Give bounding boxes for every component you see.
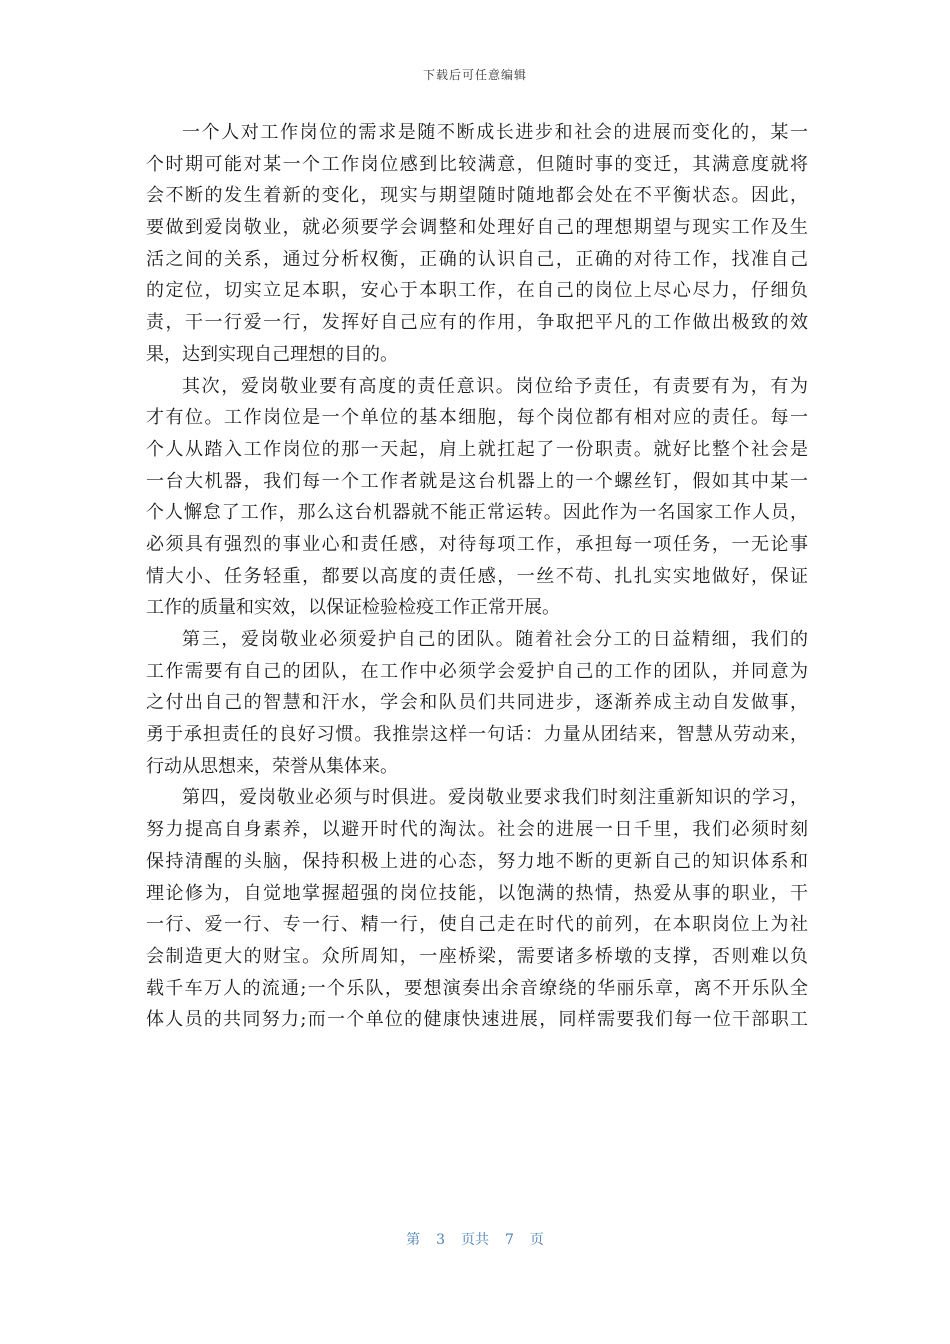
text-line: 果，达到实现自己理想的目的。 <box>146 343 398 365</box>
text-line: 勇于承担责任的良好习惯。我推崇这样一句话：力量从团结来，智慧从劳动来， <box>146 724 808 746</box>
text-line: 会不断的发生着新的变化，现实与期望随时随地都会处在不平衡状态。因此， <box>146 185 808 207</box>
paragraph <box>146 782 808 1036</box>
document-body <box>146 117 808 1036</box>
text-line: 会制造更大的财宝。众所周知，一座桥梁，需要诸多桥墩的支撑，否则难以负 <box>146 945 808 967</box>
text-line: 其次，爱岗敬业要有高度的责任意识。岗位给予责任，有责要有为，有为 <box>182 375 808 397</box>
text-line: 体人员的共同努力;而一个单位的健康快速进展，同样需要我们每一位干部职工 <box>146 1009 808 1031</box>
page-footer <box>0 1229 950 1249</box>
text-line: 第四，爱岗敬业必须与时俱进。爱岗敬业要求我们时刻注重新知识的学习， <box>182 787 808 809</box>
text-line: 个人懈怠了工作，那么这台机器就不能正常运转。因此作为一名国家工作人员， <box>146 502 808 524</box>
text-line: 行动从思想来，荣誉从集体来。 <box>146 755 398 777</box>
text-line: 工作的质量和实效，以保证检验检疫工作正常开展。 <box>146 597 560 619</box>
text-line: 活之间的关系，通过分析权衡，正确的认识自己，正确的对待工作，找准自己 <box>146 248 808 270</box>
text-line: 保持清醒的头脑，保持积极上进的心态，努力地不断的更新自己的知识体系和 <box>146 850 808 872</box>
text-line: 才有位。工作岗位是一个单位的基本细胞，每个岗位都有相对应的责任。每一 <box>146 407 808 429</box>
text-line: 责，干一行爱一行，发挥好自己应有的作用，争取把平凡的工作做出极致的效 <box>146 312 808 334</box>
text-line: 载千车万人的流通;一个乐队，要想演奏出余音缭绕的华丽乐章，离不开乐队全 <box>146 977 808 999</box>
text-line: 努力提高自身素养，以避开时代的淘汰。社会的进展一日千里，我们必须时刻 <box>146 819 808 841</box>
text-line: 要做到爱岗敬业，就必须要学会调整和处理好自己的理想期望与现实工作及生 <box>146 217 808 239</box>
text-line: 情大小、任务轻重，都要以高度的责任感，一丝不苟、扎扎实实地做好，保证 <box>146 565 808 587</box>
paragraph <box>146 117 808 371</box>
paragraph <box>146 371 808 625</box>
text-line: 之付出自己的智慧和汗水，学会和队员们共同进步，逐渐养成主动自发做事， <box>146 692 808 714</box>
text-line: 工作需要有自己的团队，在工作中必须学会爱护自己的工作的团队，并同意为 <box>146 660 808 682</box>
current-page-number: 3 <box>436 1232 445 1248</box>
footer-label-ye-gong: 页共 <box>461 1232 489 1248</box>
total-pages-number: 7 <box>505 1232 514 1248</box>
text-line: 个人从踏入工作岗位的那一天起，肩上就扛起了一份职责。就好比整个社会是 <box>146 438 808 460</box>
text-line: 第三，爱岗敬业必须爱护自己的团队。随着社会分工的日益精细，我们的 <box>182 629 808 650</box>
text-line: 个时期可能对某一个工作岗位感到比较满意，但随时事的变迁，其满意度就将 <box>146 153 808 175</box>
header-note: 下载后可任意编辑 <box>422 68 527 82</box>
text-line: 一个人对工作岗位的需求是随不断成长进步和社会的进展而变化的，某一 <box>182 122 808 143</box>
footer-label-di: 第 <box>406 1232 421 1248</box>
text-line: 一台大机器，我们每一个工作者就是这台机器上的一个螺丝钉，假如其中某一 <box>146 470 808 492</box>
paragraph <box>146 624 808 782</box>
footer-label-ye: 页 <box>529 1232 544 1248</box>
text-line: 理论修为，自觉地掌握超强的岗位技能，以饱满的热情，热爱从事的职业，干 <box>146 882 808 904</box>
text-line: 一行、爱一行、专一行、精一行，使自己走在时代的前列，在本职岗位上为社 <box>146 914 808 936</box>
text-line: 的定位，切实立足本职，安心于本职工作，在自己的岗位上尽心尽力，仔细负 <box>146 280 808 302</box>
text-line: 必须具有强烈的事业心和责任感，对待每项工作，承担每一项任务，一无论事 <box>146 533 808 555</box>
